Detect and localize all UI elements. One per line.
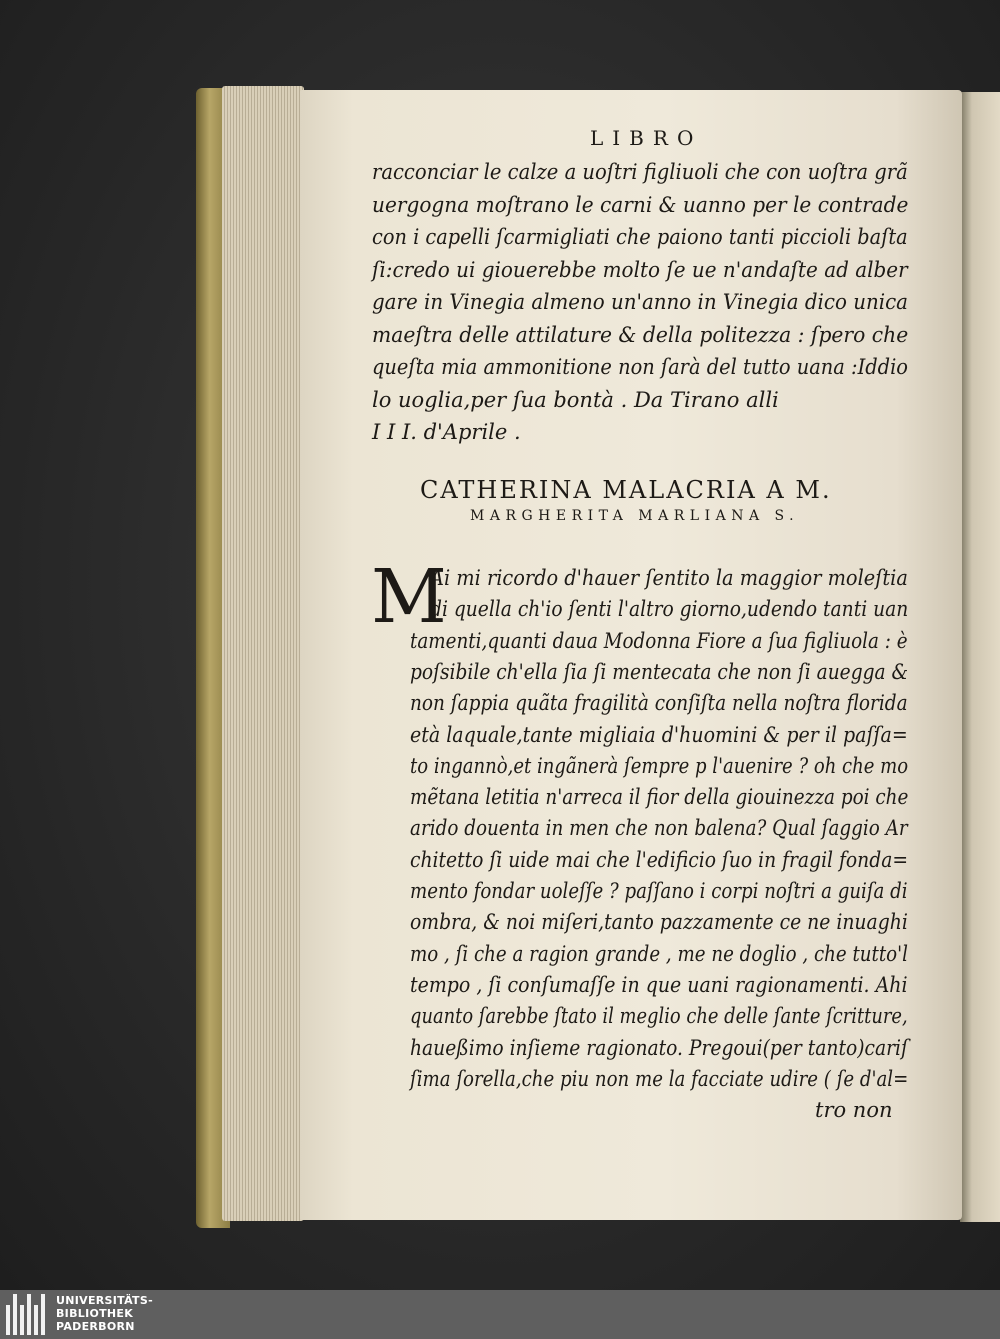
- text-line: racconciar le calze a uoſtri figliuoli che con uoſtra grã: [372, 160, 908, 184]
- logo-line-1: UNIVERSITÄTS-: [56, 1294, 153, 1307]
- text-line: mẽtana letitia n'arreca il fior della giouinezza poi che: [410, 785, 909, 810]
- text-line: queſta mia ammonitione non ſarà del tutto uana :Iddio: [372, 355, 908, 379]
- text-line: haueßimo inſieme ragionato. Pregoui(per tanto)cariſ: [410, 1035, 908, 1060]
- text-line: gare in Vinegia almeno un'anno in Vinegia dico unica: [372, 290, 908, 314]
- text-line: uergogna moſtrano le carni & uanno per le contrade: [372, 192, 909, 217]
- text-line: età laquale,tante migliaia d'huomini & per il paſſa=: [410, 722, 908, 747]
- text-line: tro non: [815, 1098, 893, 1123]
- letter-heading: CATHERINA MALACRIA A M.: [420, 476, 832, 504]
- running-head: LIBRO: [590, 126, 703, 150]
- text-line: tamenti,quanti daua Modonna Fiore a ſua figliuola : è: [410, 628, 908, 653]
- text-line: lo uoglia,per ſua bontà . Da Tirano alli: [372, 387, 779, 412]
- text-line: poſsibile ch'ella ſia ſi mentecata che non ſi auegga &: [410, 659, 909, 684]
- text-line: ombra, & noi miſeri,tanto pazzamente ce ne inuaghi: [410, 910, 908, 935]
- text-line: non ſappia quãta fragilità conſiſta nella noſtra florida: [410, 691, 908, 716]
- text-line: chitetto ſi uide mai che l'edificio ſuo in fragil fonda=: [410, 847, 909, 872]
- text-line: ſi:credo ui giouerebbe molto ſe ue n'andaſte ad alber: [372, 257, 908, 282]
- text-line: di quella ch'io ſenti l'altro giorno,udendo tanti uan: [430, 597, 909, 622]
- drop-cap: M: [371, 554, 447, 640]
- library-logo-text: [56, 1294, 153, 1333]
- text-line: con i capelli ſcarmigliati che paiono tanti piccioli baſta: [372, 225, 908, 249]
- library-logo-icon: [6, 1294, 50, 1335]
- logo-line-2: BIBLIOTHEK: [56, 1307, 134, 1320]
- text-line: quanto ſarebbe ſtato il meglio che delle ſante ſcritture,: [410, 1004, 908, 1029]
- letter-subheading: MARGHERITA MARLIANA S.: [470, 508, 800, 524]
- text-line: maeſtra delle attilature & della politezza : ſpero che: [372, 322, 909, 347]
- text-line: Ai mi ricordo d'hauer ſentito la maggior moleſtia: [430, 566, 908, 590]
- logo-line-3: PADERBORN: [56, 1320, 135, 1333]
- text-line: to ingannò,et ingãnerà ſempre p l'auenire ? oh che mo: [410, 753, 909, 778]
- facing-page-edge: [960, 92, 1000, 1222]
- text-line: mo , ſi che a ragion grande , me ne doglio , che tutto'l: [410, 941, 908, 966]
- text-line: mento fondar uoleſſe ? paſſano i corpi noſtri a guiſa di: [410, 879, 908, 903]
- page-edges: [222, 86, 304, 1221]
- text-line: I I I. d'Aprile .: [372, 420, 521, 444]
- text-line: tempo , ſi conſumaſſe in que uani ragionamenti. Ahi: [410, 972, 908, 997]
- text-line: ſima ſorella,che piu non me la facciate udire ( ſe d'al=: [410, 1066, 909, 1091]
- text-line: arido douenta in men che non balena? Qual ſaggio Ar: [410, 816, 908, 841]
